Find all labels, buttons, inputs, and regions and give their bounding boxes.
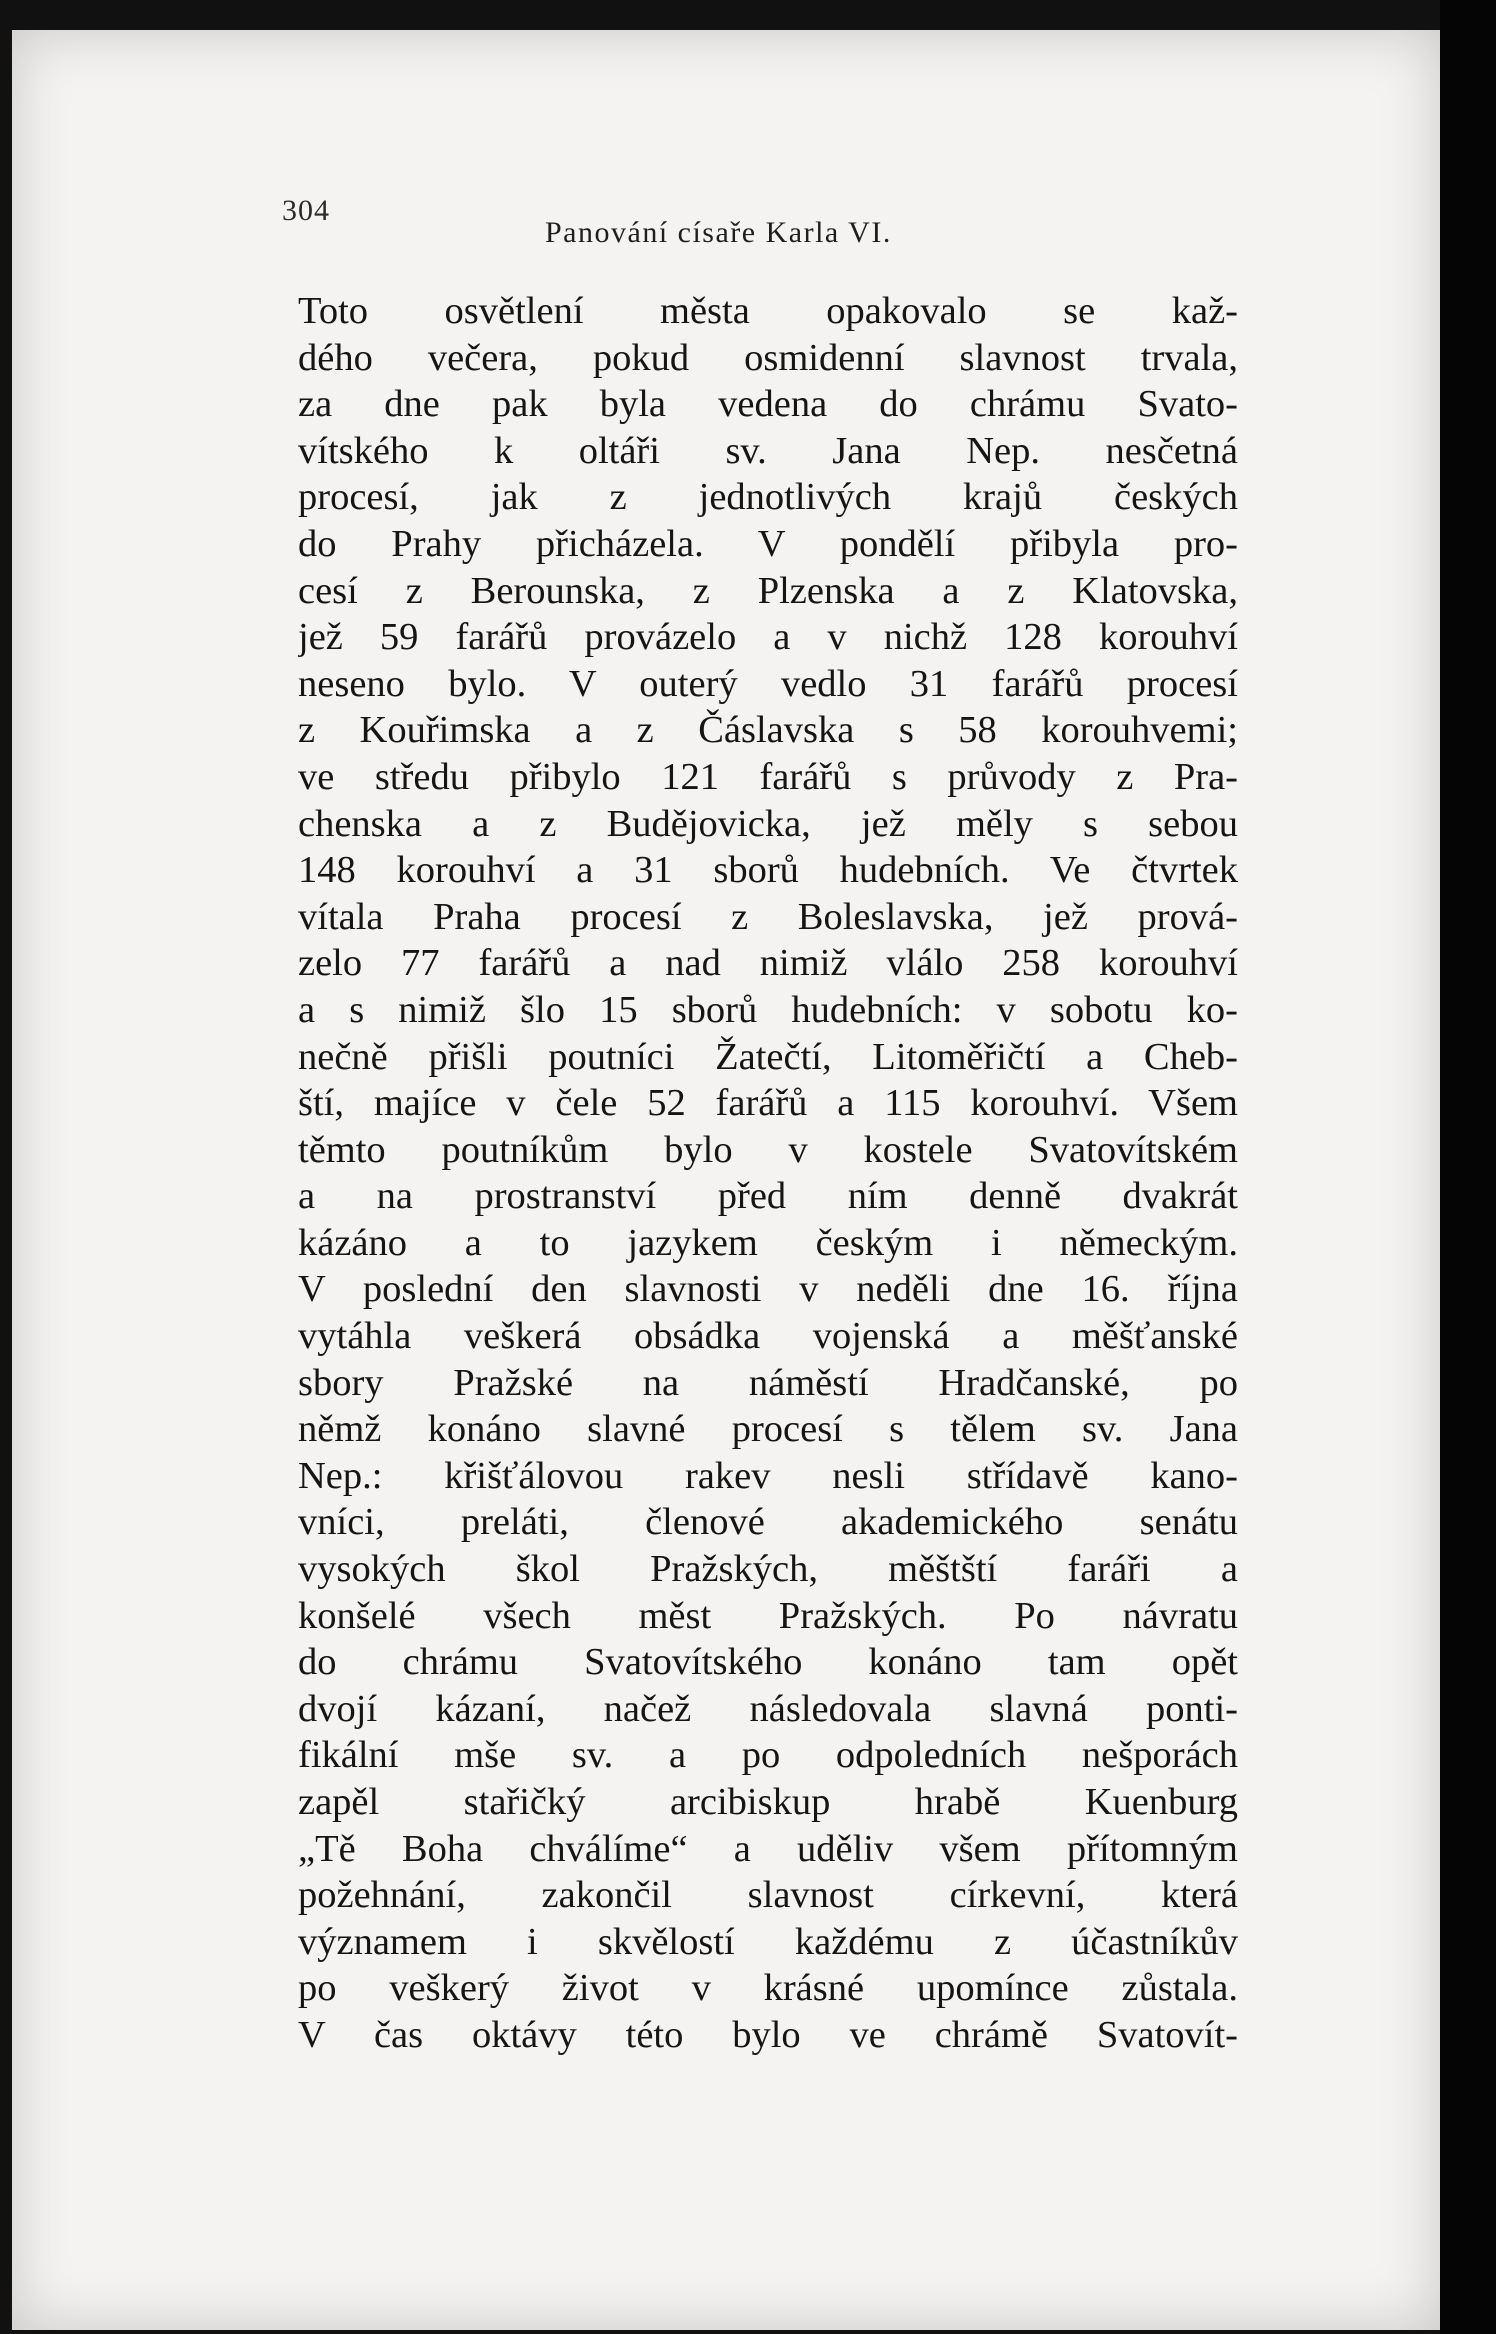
text-line: němž konáno slavné procesí s tělem sv. Jana: [298, 1408, 1238, 1451]
text-line: zelo 77 farářů a nad nimiž vlálo 258 korouhví: [298, 942, 1238, 985]
text-line: do Prahy přicházela. V pondělí přibyla pro-: [298, 522, 1238, 565]
text-line: fikální mše sv. a po odpoledních nešporách: [298, 1734, 1238, 1777]
text-line: neseno bylo. V outerý vedlo 31 farářů procesí: [298, 662, 1238, 705]
text-line: sbory Pražské na náměstí Hradčanské, po: [298, 1361, 1238, 1404]
text-line: Nep.: křišťálovou rakev nesli střídavě kano-: [298, 1454, 1238, 1497]
text-line: vítala Praha procesí z Boleslavska, jež prová-: [298, 895, 1238, 938]
body-text: [298, 288, 1238, 2059]
text-line: konšelé všech měst Pražských. Po návratu: [298, 1594, 1238, 1637]
text-line: 148 korouhví a 31 sborů hudebních. Ve čtvrtek: [298, 849, 1238, 892]
text-line: do chrámu Svatovítského konáno tam opět: [298, 1641, 1238, 1684]
text-line: vysokých škol Pražských, měštští faráři a: [298, 1548, 1238, 1591]
text-line: dvojí kázaní, načež následovala slavná ponti-: [298, 1687, 1238, 1730]
text-line: chenska a z Budějovicka, jež měly s sebou: [298, 802, 1238, 845]
text-line: ve středu přibylo 121 farářů s průvody z Pra-: [298, 755, 1238, 798]
text-line: kázáno a to jazykem českým i německým.: [298, 1221, 1238, 1264]
page-number: 304: [282, 194, 330, 227]
text-line: procesí, jak z jednotlivých krajů českých: [298, 476, 1238, 519]
text-line: V čas oktávy této bylo ve chrámě Svatovít-: [298, 2013, 1238, 2056]
text-line: z Kouřimska a z Čáslavska s 58 korouhvemi;: [298, 709, 1238, 752]
text-line: po veškerý život v krásné upomínce zůstala.: [298, 1967, 1238, 2010]
text-line: jež 59 farářů provázelo a v nichž 128 korouhví: [298, 616, 1238, 659]
text-line: V poslední den slavnosti v neděli dne 16. října: [298, 1268, 1238, 1311]
text-line: požehnání, zakončil slavnost církevní, která: [298, 1874, 1238, 1917]
text-line: vítského k oltáři sv. Jana Nep. nesčetná: [298, 429, 1238, 472]
text-line: dého večera, pokud osmidenní slavnost trvala,: [298, 336, 1238, 379]
book-edge-shadow: [1440, 0, 1496, 2334]
text-line: významem i skvělostí každému z účastníkův: [298, 1920, 1238, 1963]
text-line: vníci, preláti, členové akademického senátu: [298, 1501, 1238, 1544]
text-line: „Tě Boha chválíme“ a uděliv všem přítomným: [298, 1827, 1238, 1870]
text-line: a s nimiž šlo 15 sborů hudebních: v sobotu ko-: [298, 988, 1238, 1031]
text-line: a na prostranství před ním denně dvakrát: [298, 1175, 1238, 1218]
text-line: cesí z Berounska, z Plzenska a z Klatovska,: [298, 569, 1238, 612]
text-line: ští, majíce v čele 52 farářů a 115 korouhví. Všem: [298, 1082, 1238, 1125]
running-head: Panování císaře Karla VI.: [545, 216, 892, 249]
text-line: vytáhla veškerá obsádka vojenská a měšťanské: [298, 1315, 1238, 1358]
text-line: Toto osvětlení města opakovalo se kaž-: [298, 290, 1238, 332]
text-line: za dne pak byla vedena do chrámu Svato-: [298, 383, 1238, 426]
text-line: těmto poutníkům bylo v kostele Svatovítském: [298, 1128, 1238, 1171]
text-line: zapěl stařičký arcibiskup hrabě Kuenburg: [298, 1781, 1238, 1823]
text-line: nečně přišli poutníci Žatečtí, Litoměřičtí a Cheb-: [298, 1035, 1238, 1078]
